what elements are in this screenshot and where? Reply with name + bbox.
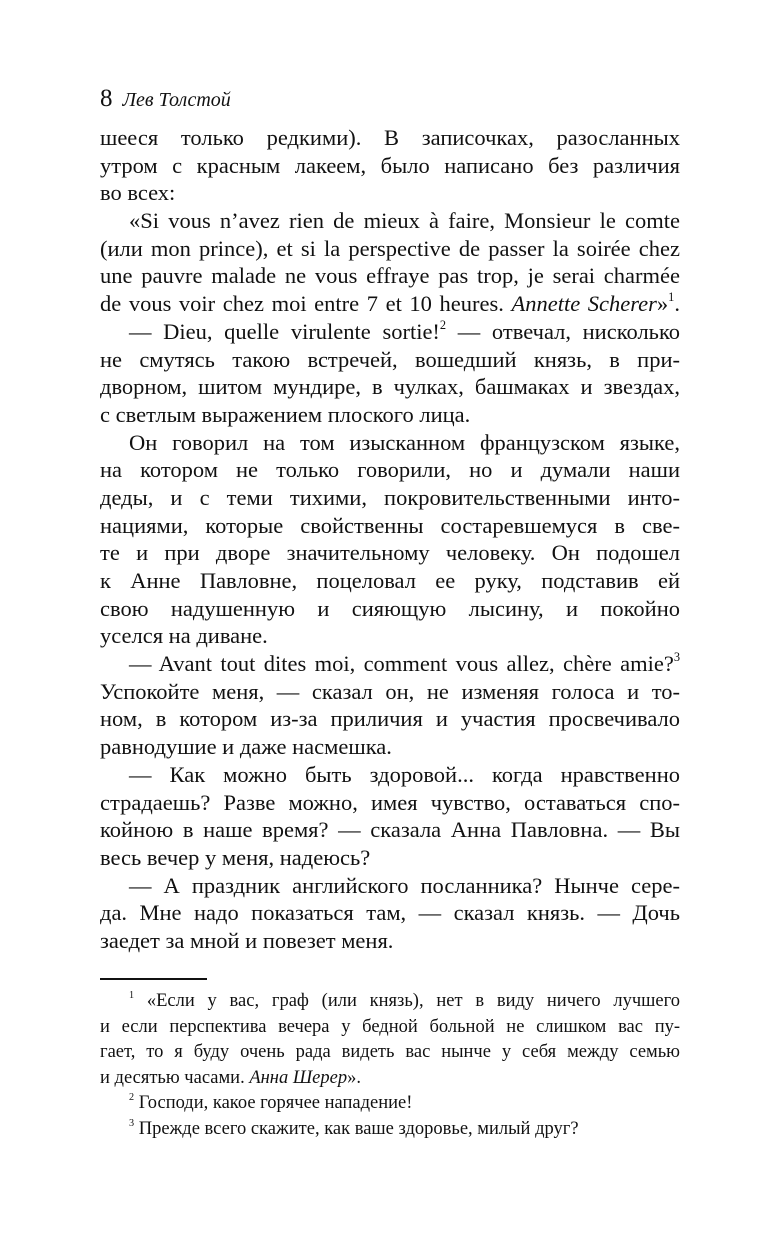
line-text: с светлым выражением плоского лица.	[100, 401, 471, 427]
line-text: и десятью часами.	[100, 1067, 250, 1088]
line-text: заедет за мной и повезет меня.	[100, 927, 394, 953]
text-line	[100, 456, 680, 484]
line-text: une pauvre malade ne vous effraye pas trop, je serai charmée	[100, 263, 680, 289]
text-line	[100, 124, 680, 152]
line-text: шееся только редкими). В записочках, разосланных	[100, 125, 680, 150]
running-head	[100, 84, 231, 115]
line-text: на котором не только говорили, но и думали наши	[100, 457, 680, 483]
line-text: утром с красным лакеем, было написано без различия	[100, 152, 680, 178]
text-line	[100, 678, 680, 706]
line-text: .	[674, 291, 680, 317]
footnotes	[100, 989, 680, 1143]
text-line	[100, 373, 680, 401]
footnote-ref: 1	[668, 290, 675, 305]
footnote-line	[100, 1091, 680, 1117]
footnote-ref: 3	[673, 650, 680, 665]
line-text: свою надушенную и сияющую лысину, и покойно	[100, 595, 680, 621]
line-text: — А праздник английского посланника? Нынче сере-	[129, 872, 680, 898]
italic-name: Анна Шерер	[249, 1067, 348, 1088]
main-text	[100, 124, 680, 955]
text-line	[100, 207, 680, 235]
text-line	[100, 484, 680, 512]
footnote-ref: 2	[439, 317, 447, 332]
line-text: Прежде всего скажите, как ваше здоровье, милый друг?	[134, 1118, 579, 1139]
line-text: нациями, которые свойственны состаревшемуся в све-	[100, 512, 680, 538]
text-line	[100, 152, 680, 180]
text-line	[100, 789, 680, 817]
text-line	[100, 733, 680, 761]
line-text: весь вечер у меня, надеюсь?	[100, 844, 371, 870]
line-text: «Si vous n’avez rien de mieux à faire, Monsieur le comte	[129, 208, 680, 234]
line-text: — Dieu, quelle virulente sortie!	[129, 318, 440, 344]
footnote-line	[100, 1117, 680, 1143]
text-line	[100, 899, 680, 927]
line-text: деды, и с теми тихими, покровительственными инто-	[100, 484, 680, 510]
line-text: — Как можно быть здоровой... когда нравственно	[129, 761, 680, 787]
text-line	[100, 262, 680, 290]
line-text: ».	[347, 1067, 361, 1088]
footnote-line	[100, 1015, 680, 1041]
text-line	[100, 927, 680, 955]
footnote-divider	[100, 978, 207, 980]
footnote-line	[100, 989, 680, 1015]
page-number: 8	[100, 85, 113, 112]
text-line	[100, 346, 680, 374]
text-line	[100, 290, 680, 318]
text-line	[100, 622, 680, 650]
line-text: Успокойте меня, — сказал он, не изменяя голоса и то-	[100, 678, 680, 704]
line-text: уселся на диване.	[100, 623, 268, 649]
line-text: de vous voir chez moi entre 7 et 10 heures.	[100, 291, 512, 317]
text-line	[100, 318, 680, 346]
text-line	[100, 872, 680, 900]
line-text: »	[656, 291, 669, 317]
footnote-marker: 1	[129, 989, 135, 1001]
footnote-line	[100, 1040, 680, 1066]
text-line	[100, 816, 680, 844]
running-head-author: Лев Толстой	[122, 89, 231, 111]
text-line	[100, 512, 680, 540]
text-line	[100, 401, 680, 429]
text-line	[100, 179, 680, 207]
line-text: дворном, шитом мундире, в чулках, башмаках и звездах,	[100, 374, 680, 400]
line-text: — Avant tout dites moi, comment vous allez, chère amie?	[129, 651, 674, 677]
line-text: койною в наше время? — сказала Анна Павловна. — Вы	[100, 817, 680, 843]
line-text: не смутясь такою встречей, вошедший князь, в при-	[100, 346, 680, 372]
line-text: — отвечал, нисколько	[446, 318, 680, 344]
text-line	[100, 235, 680, 263]
line-text: ном, в котором из-за приличия и участия просвечивало	[100, 706, 680, 732]
footnote-marker: 3	[129, 1117, 135, 1129]
text-line	[100, 429, 680, 457]
text-line	[100, 567, 680, 595]
line-text: да. Мне надо показаться там, — сказал князь. — Дочь	[100, 900, 680, 926]
line-text: гает, то я буду очень рада видеть вас нынче у себя между семью	[100, 1042, 680, 1063]
text-line	[100, 539, 680, 567]
italic-name: Annette Scherer	[511, 291, 657, 317]
text-line	[100, 650, 680, 678]
text-line	[100, 844, 680, 872]
line-text: Он говорил на том изысканном французском языке,	[129, 429, 680, 455]
line-text: к Анне Павловне, поцеловал ее руку, подставив ей	[100, 568, 680, 593]
line-text: (или mon prince), et si la perspective de passer la soirée chez	[100, 235, 680, 261]
text-line	[100, 761, 680, 789]
line-text: равнодушие и даже насмешка.	[100, 734, 392, 760]
line-text: те и при дворе значительному человеку. Он подошел	[100, 540, 680, 566]
footnote-line	[100, 1066, 680, 1092]
footnote-marker: 2	[129, 1092, 135, 1104]
line-text: «Если у вас, граф (или князь), нет в виду ничего лучшего	[134, 991, 680, 1011]
line-text: страдаешь? Разве можно, имея чувство, оставаться спо-	[100, 789, 680, 815]
line-text: и если перспектива вечера у бедной больной не слишком вас пу-	[100, 1016, 680, 1037]
text-line	[100, 595, 680, 623]
line-text: во всех:	[100, 180, 176, 206]
text-line	[100, 705, 680, 733]
line-text: Господи, какое горячее нападение!	[134, 1093, 413, 1114]
